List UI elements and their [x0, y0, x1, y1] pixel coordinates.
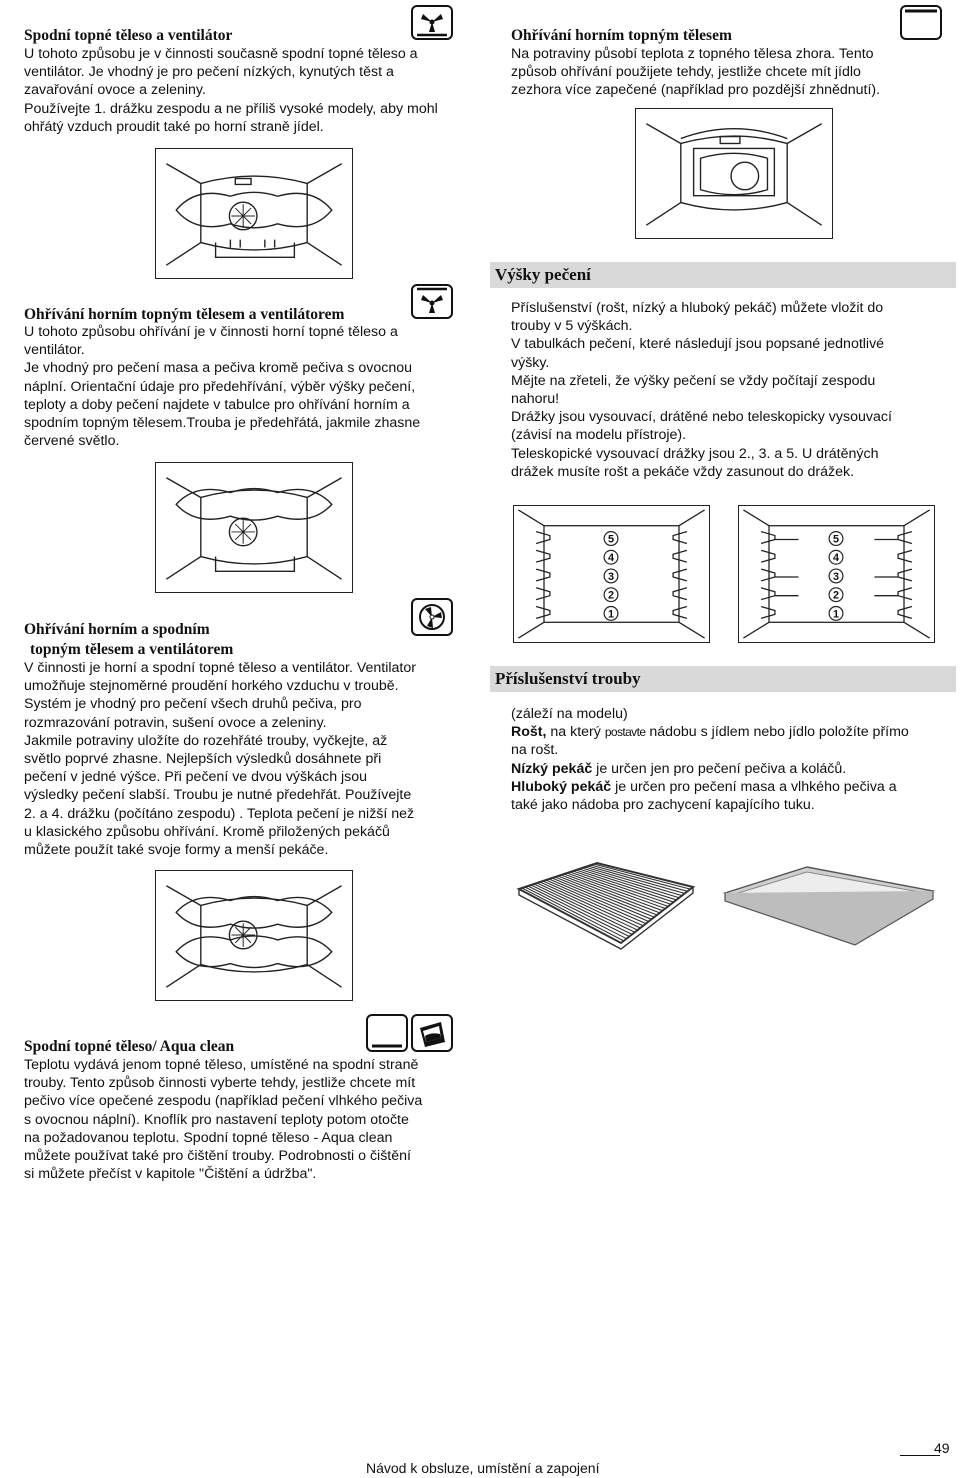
- oven-top-fan-figure: [155, 462, 353, 593]
- text-line: zezhora více zapečené (například pro pozdější zhnědnutí).: [511, 82, 881, 99]
- section-band-heights: [490, 262, 956, 288]
- level-number: 4: [607, 552, 615, 565]
- text-line: Příslušenství (rošt, nízký a hluboký pekáč) můžete vložit do: [511, 300, 884, 316]
- text-line: pečení v jedné výšce. Při pečení ve dvou výškách jsou: [24, 769, 368, 786]
- text-line: náplní. Orientační údaje pro předehřívání, výběr výšky pečení,: [24, 378, 416, 395]
- text-line: výsledky pečení slabší. Troubu je nutné předehřát. Používejte: [24, 787, 412, 804]
- section-text-bottom-fan: [24, 45, 444, 136]
- text-line: rozmrazování potravin, sušení ovoce a zeleniny.: [24, 714, 327, 731]
- level-number: 4: [832, 552, 840, 565]
- section-title-top: Ohřívání horním topným tělesem: [511, 27, 732, 44]
- text-line: s ovocnou náplní). Knoflík pro nastavení teploty potom otočte: [24, 1111, 409, 1128]
- section-text-accessories: [511, 705, 956, 814]
- text-line: pečivo více opečené zespodu (například pečení vlhkého pečiva: [24, 1093, 423, 1110]
- text-line: ohřátý vzduch proudit také po horní straně jídel.: [24, 118, 324, 135]
- text-line: [511, 723, 956, 741]
- text-line: můžete používat také pro čištění trouby. Podrobnosti o čištění: [24, 1148, 411, 1165]
- text-span: nádobu s jídlem nebo jídlo položíte přímo: [645, 724, 909, 741]
- page-number: 49: [934, 1440, 950, 1456]
- section-title-heights: Výšky pečení: [495, 265, 591, 284]
- text-line: u klasického způsobu ohřívání. Kromě přiložených pekáčů: [24, 823, 390, 840]
- section-title-bottom-fan: Spodní topné těleso a ventilátor: [24, 27, 233, 44]
- text-span: je určen pro pečení masa a vlhkého pečiva a: [611, 778, 897, 795]
- oven-fan-bottom-figure: [155, 148, 353, 279]
- text-line: červené světlo.: [24, 433, 120, 450]
- level-number: 2: [607, 589, 615, 602]
- oven-top-figure: [635, 108, 833, 239]
- section-title-top-bottom-fan: Ohřívání horním a spodním: [24, 621, 210, 638]
- text-line: ventilátor. Je vhodný je pro pečení nízkých, kynutých těst a: [24, 64, 394, 81]
- level-number: 1: [607, 608, 615, 621]
- fan-bottom-heater-icon: [411, 5, 453, 40]
- section-text-aqua: [24, 1056, 474, 1183]
- section-text-top-fan: [24, 323, 464, 450]
- text-line: teploty a doby pečení najdete v tabulce pro ohřívání horním a: [24, 396, 410, 413]
- level-number: 3: [607, 570, 615, 583]
- text-line: spodním topným tělesem.Trouba je předehřátá, jakmile zhasne: [24, 415, 421, 432]
- text-line: U tohoto způsobu je v činnosti současně spodní topné těleso a: [24, 46, 418, 62]
- text-line: drážek musíte rošt a pekáče vždy zasunout do drážek.: [511, 463, 855, 480]
- top-heater-icon: [900, 5, 942, 40]
- text-line: nahoru!: [511, 391, 560, 408]
- text-line: Mějte na zřeteli, že výšky pečení se vždy počítají zespodu: [511, 372, 876, 389]
- aqua-clean-icon: [411, 1014, 453, 1052]
- text-span: na který: [546, 724, 605, 741]
- text-line: [511, 760, 956, 778]
- text-line: V tabulkách pečení, které následují jsou popsané jednotlivé: [511, 336, 885, 353]
- text-line: umožňuje stejnoměrné proudění horkého vzduchu v troubě.: [24, 678, 399, 695]
- text-line: (záleží na modelu): [511, 706, 628, 722]
- oven-top-bottom-fan-figure: [155, 870, 353, 1001]
- nizky-label: Nízký pekáč: [511, 760, 593, 777]
- section-text-top-bottom-fan: [24, 659, 474, 859]
- text-line: Teleskopické vysouvací drážky jsou 2., 3. a 5. U drátěných: [511, 445, 879, 462]
- convection-fan-icon: [411, 598, 453, 636]
- wire-rack-image: [513, 855, 698, 951]
- text-line: způsob ohřívání použijete tehdy, jestliže chcete mít jídlo: [511, 64, 861, 81]
- text-line: Teplotu vydává jenom topné těleso, umístěné na spodní straně: [24, 1057, 419, 1073]
- text-line: Používejte 1. drážku zespodu a ne příliš vysoké modely, aby mohl: [24, 100, 438, 117]
- section-subtitle-top-bottom-fan: topným tělesem a ventilátorem: [30, 641, 234, 658]
- text-line: na rošt.: [511, 742, 559, 759]
- text-line: si můžete přečíst v kapitole "Čištění a údržba".: [24, 1166, 317, 1183]
- text-span: postavte: [604, 725, 646, 740]
- level-number: 1: [832, 608, 840, 621]
- text-span: je určen jen pro pečení pečiva a koláčů.: [592, 760, 847, 777]
- level-number: 5: [832, 533, 840, 546]
- text-line: V činnosti je horní a spodní topné těleso a ventilátor. Ventilator: [24, 660, 416, 676]
- text-line: Drážky jsou vysouvací, drátěné nebo teleskopicky vysouvací: [511, 409, 892, 426]
- bottom-heater-icon: [366, 1014, 408, 1052]
- level-number: 2: [832, 589, 840, 602]
- text-line: Systém je vhodný pro pečení všech druhů pečiva, pro: [24, 696, 362, 713]
- level-number: 3: [832, 570, 840, 583]
- text-line: výšky.: [511, 354, 550, 371]
- text-line: 2. a 4. drážku (počítáno zespodu) . Teplota pečení je nižší než: [24, 805, 415, 822]
- section-band-accessories: [490, 666, 956, 692]
- text-line: Je vhodný pro pečení masa a pečiva kromě pečiva s ovocnou: [24, 360, 413, 377]
- text-line: (závisí na modelu přístroje).: [511, 427, 687, 444]
- oven-levels-telescopic-figure: [738, 505, 935, 643]
- fan-top-heater-icon: [411, 284, 453, 319]
- section-text-heights: [511, 299, 951, 481]
- footer-text: Návod k obsluze, umístění a zapojení: [366, 1460, 600, 1476]
- text-line: [511, 778, 956, 796]
- section-text-top: [511, 45, 931, 100]
- text-line: ventilátor.: [24, 342, 85, 359]
- text-line: také jako nádoba pro zachycení kapajícího tuku.: [511, 797, 815, 814]
- text-line: trouby. Tento způsob činnosti vyberte tehdy, jestliže chcete mít: [24, 1075, 416, 1092]
- text-line: zavařování ovoce a zeleniny.: [24, 82, 206, 99]
- text-line: na požadovanou teplotu. Spodní topné těleso - Aqua clean: [24, 1129, 393, 1146]
- oven-levels-wire-figure: [513, 505, 710, 643]
- text-line: Na potraviny působí teplota z topného tělesa zhora. Tento: [511, 46, 874, 62]
- text-line: světlo poprvé zhasne. Nejlepších výsledků dosáhnete při: [24, 751, 382, 768]
- section-title-top-fan: Ohřívání horním topným tělesem a ventilátorem: [24, 306, 345, 323]
- text-line: trouby v 5 výškách.: [511, 318, 633, 335]
- baking-tray-image: [715, 855, 940, 951]
- section-title-aqua: Spodní topné těleso/ Aqua clean: [24, 1038, 235, 1055]
- level-number: 5: [607, 533, 615, 546]
- hluboky-label: Hluboký pekáč: [511, 778, 612, 795]
- section-title-accessories: Příslušenství trouby: [495, 669, 641, 688]
- text-line: U tohoto způsobu ohřívání je v činnosti horní topné těleso a: [24, 324, 398, 340]
- text-line: můžete použít také svoje formy a menší pekáče.: [24, 842, 329, 859]
- rost-label: Rošt,: [511, 724, 547, 741]
- text-line: Jakmile potraviny uložíte do rozehřáté trouby, vyčkejte, až: [24, 732, 388, 749]
